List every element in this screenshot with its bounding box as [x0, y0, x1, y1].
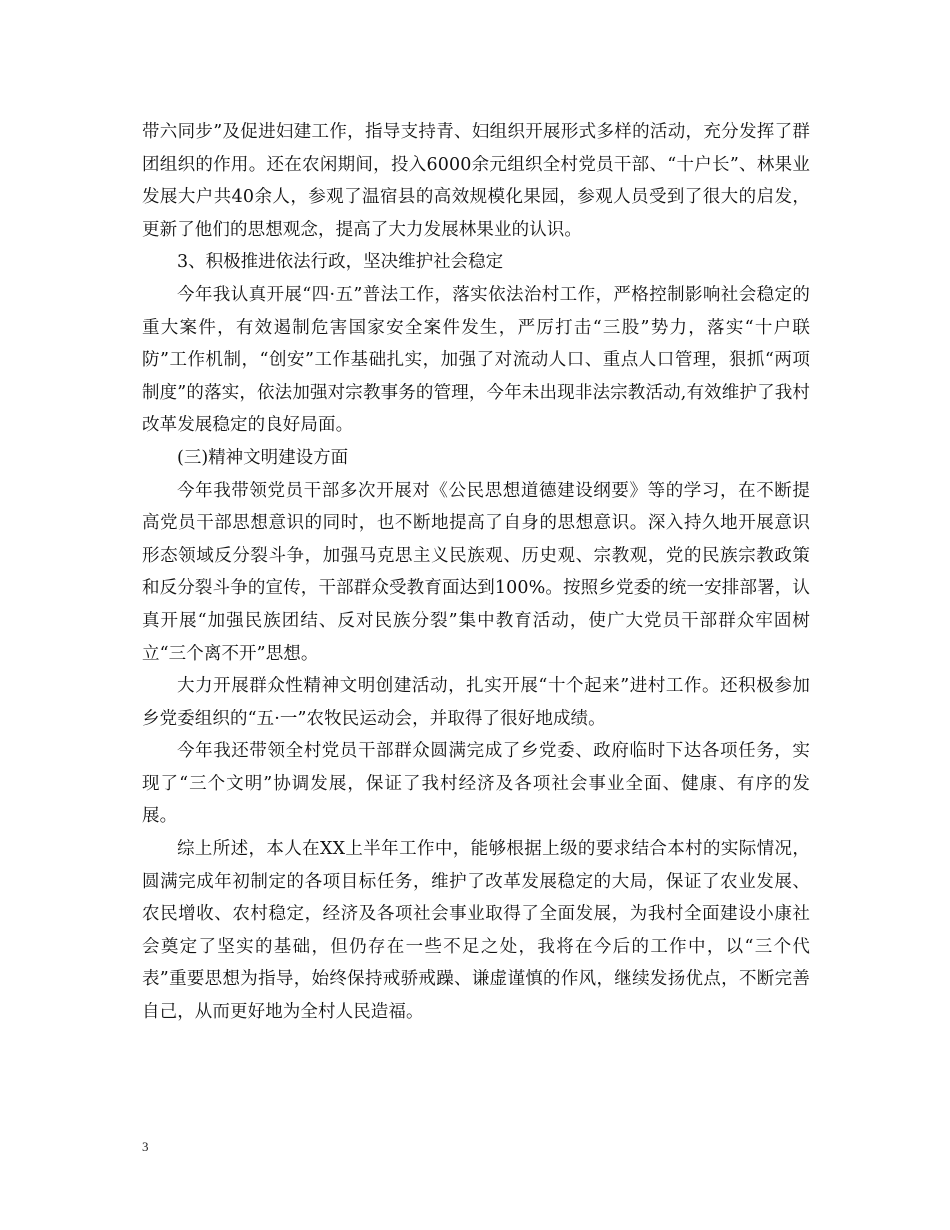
paragraph-ideology-study: 今年我带领党员干部多次开展对《公民思想道德建设纲要》等的学习，在不断提高党员干部思想意识的同时，也不断地提高了自身的思想意识。深入持久地开展意识形态领域反分裂斗争，加强马克思主义民族观、历史观、宗教观，党的民族宗教政策和反分裂斗争的宣传，干部群众受教育面达到100%。按照乡党委的统一安排部署，认真开展“加强民族团结、反对民族分裂”集中教育活动，使广大党员干部群众牢固树立“三个离不开”思想。: [142, 480, 810, 664]
paragraph-law-enforcement: 今年我认真开展“四·五”普法工作，落实依法治村工作，严格控制影响社会稳定的重大案件，有效遏制危害国家安全案件发生，严厉打击“三股”势力，落实“十户联防”工作机制，“创安”工作基础扎实，加强了对流动人口、重点人口管理，狠抓“两项制度”的落实，依法加强对宗教事务的管理，今年未出现非法宗教活动,有效维护了我村改革发展稳定的良好局面。: [142, 284, 810, 436]
paragraph-summary: 综上所述，本人在XX上半年工作中，能够根据上级的要求结合本村的实际情况，圆满完成年初制定的各项目标任务，维护了改革发展稳定的大局，保证了农业发展、农民增收、农村稳定，经济及各项社会事业取得了全面发展，为我村全面建设小康社会奠定了坚实的基础，但仍存在一些不足之处，我将在今后的工作中，以“三个代表”重要思想为指导，始终保持戒骄戒躁、谦虚谨慎的作风，继续发扬优点，不断完善自己，从而更好地为全村人民造福。: [142, 839, 810, 1023]
section-heading-law: 3、积极推进依法行政，坚决维护社会稳定: [177, 252, 504, 273]
paragraph-task-completion: 今年我还带领全村党员干部群众圆满完成了乡党委、政府临时下达各项任务，实现了“三个文明”协调发展，保证了我村经济及各项社会事业全面、健康、有序的发展。: [142, 741, 810, 827]
document-body: [142, 116, 810, 1029]
section-heading-spiritual-civilization: (三)精神文明建设方面: [177, 447, 349, 468]
paragraph-mass-activities: 大力开展群众性精神文明创建活动，扎实开展“十个起来”进村工作。还积极参加乡党委组织的“五·一”农牧民运动会，并取得了很好地成绩。: [142, 676, 810, 729]
paragraph-continuation: 带六同步”及促进妇建工作，指导支持青、妇组织开展形式多样的活动，充分发挥了群团组织的作用。还在农闲期间，投入6000余元组织全村党员干部、“十户长”、林果业发展大户共40余人，参观了温宿县的高效规模化果园，参观人员受到了很大的启发，更新了他们的思想观念，提高了大力发展林果业的认识。: [142, 122, 810, 240]
page-number: 3: [142, 1139, 149, 1154]
